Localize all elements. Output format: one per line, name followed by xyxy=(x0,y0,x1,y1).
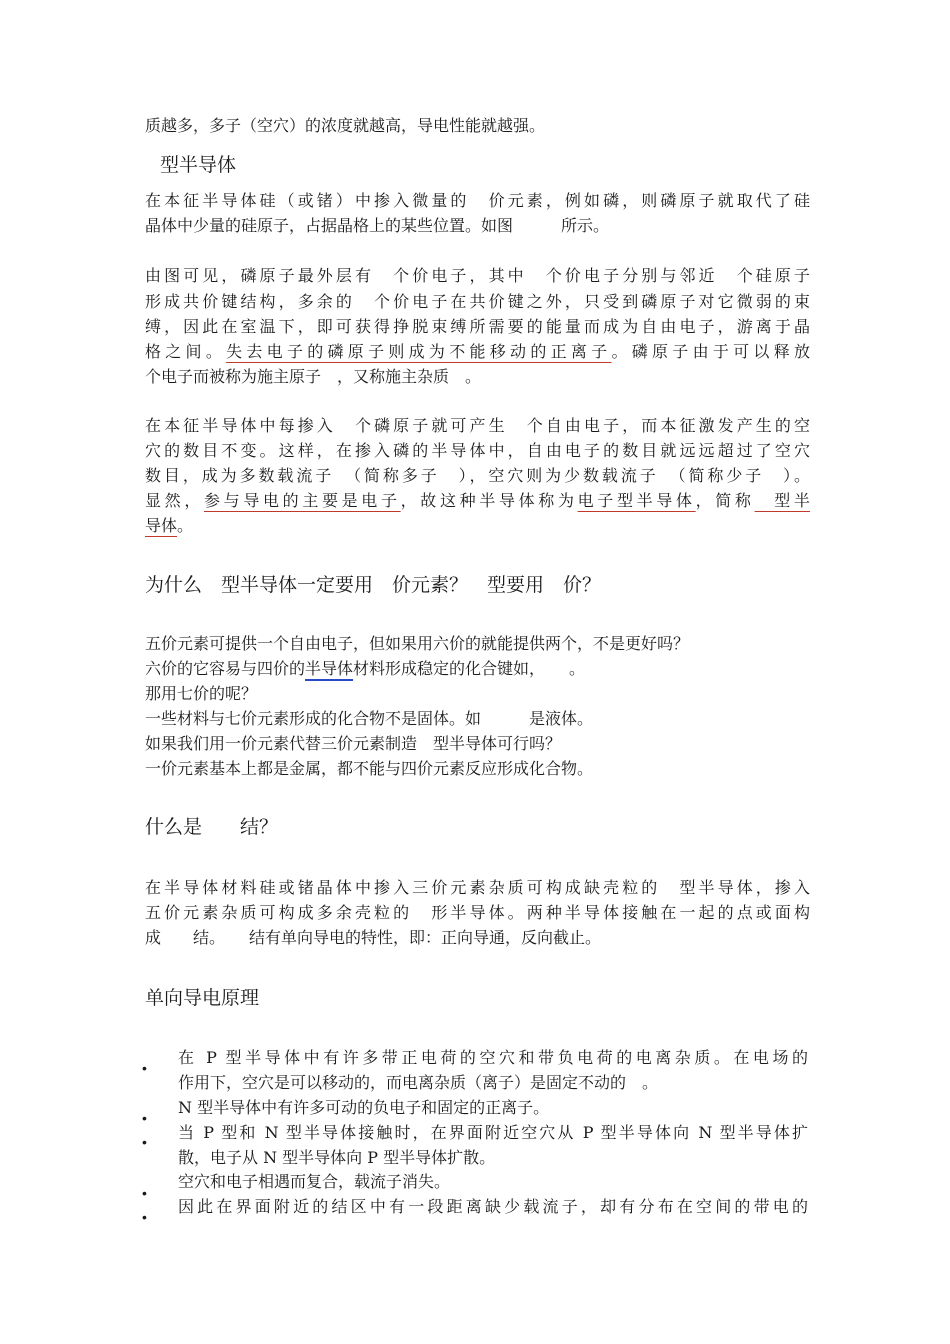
bullet-line: N 型半导体中有许多可动的负电子和固定的正离子。 xyxy=(178,1098,550,1117)
paragraph-line xyxy=(145,489,810,513)
paragraph-line: 个电子而被称为施主原子 ，又称施主杂质 。 xyxy=(145,367,482,386)
paragraph-line: 缚，因此在室温下，即可获得挣脱束缚所需要的能量而成为自由电子，游离于晶 xyxy=(145,317,810,336)
paragraph-line: 一价元素基本上都是金属，都不能与四价元素反应形成化合物。 xyxy=(145,759,594,778)
paragraph-line xyxy=(145,340,810,364)
paragraph-line: 穴的数目不变。这样，在掺入磷的半导体中，自由电子的数目就远远超过了空穴 xyxy=(145,441,810,460)
paragraph-line: 成 结。 结有单向导电的特性，即：正向导通，反向截止。 xyxy=(145,928,602,947)
paragraph-line: 那用七价的呢？ xyxy=(145,684,258,703)
paragraph-line: 一些材料与七价元素形成的化合物不是固体。如 是液体。 xyxy=(145,709,594,728)
underlined-text: 导体 xyxy=(145,516,178,535)
section-heading: 单向导电原理 xyxy=(145,987,260,1009)
paragraph-line: 在半导体材料硅或锗晶体中掺入三价元素杂质可构成缺壳粒的 型半导体，掺入 xyxy=(145,878,810,897)
bullet-line: 因此在界面附近的结区中有一段距离缺少载流子，却有分布在空间的带电的 xyxy=(178,1197,808,1216)
paragraph-line xyxy=(145,657,810,681)
underlined-text: 型半 xyxy=(754,491,810,510)
bullet-marker: • xyxy=(142,1110,147,1126)
section-heading: 为什么 型半导体一定要用 价元素？ 型要用 价？ xyxy=(145,574,602,596)
bullet-marker: • xyxy=(142,1185,147,1201)
section-heading: 型半导体 xyxy=(160,154,237,176)
underlined-text: 失去电子的磷原子则成为不能移动的正离子 xyxy=(226,342,612,361)
bullet-line: 空穴和电子相遇而复合，载流子消失。 xyxy=(178,1172,451,1191)
text-run: 材料形成稳定的化合键如， 。 xyxy=(353,659,586,678)
text-run: 。磷原子由于可以释放 xyxy=(611,342,810,361)
paragraph-line: 在本征半导体中每掺入 个磷原子就可产生 个自由电子，而本征激发产生的空 xyxy=(145,416,810,435)
bullet-marker: • xyxy=(142,1134,147,1150)
text-run: ，简称 xyxy=(695,491,755,510)
bullet-marker: • xyxy=(142,1060,147,1076)
section-heading: 什么是 结？ xyxy=(145,816,279,838)
text-run: ，故这种半导体称为 xyxy=(400,491,578,510)
hyperlink-text[interactable]: 半导体 xyxy=(305,659,354,678)
bullet-line: 在 P 型半导体中有许多带正电荷的空穴和带负电荷的电离杂质。在电场的 xyxy=(178,1048,808,1067)
bullet-line: 散，电子从 N 型半导体向 P 型半导体扩散。 xyxy=(178,1148,496,1167)
paragraph-line: 数目，成为多数载流子 （简称多子 ），空穴则为少数载流子 （简称少子 ）。 xyxy=(145,466,810,485)
text-run: 。 xyxy=(177,516,194,535)
paragraph-line: 形成共价键结构，多余的 个价电子在共价键之外，只受到磷原子对它微弱的束 xyxy=(145,292,810,311)
bullet-line: 作用下，空穴是可以移动的，而电离杂质（离子）是固定不动的 。 xyxy=(178,1073,659,1092)
paragraph-line: 在本征半导体硅（或锗）中掺入微量的 价元素，例如磷，则磷原子就取代了硅 xyxy=(145,191,810,210)
paragraph-line: 五价元素杂质可构成多余壳粒的 形半导体。两种半导体接触在一起的点或面构 xyxy=(145,903,810,922)
paragraph-line: 如果我们用一价元素代替三价元素制造 型半导体可行吗？ xyxy=(145,734,562,753)
bullet-marker: • xyxy=(142,1209,147,1225)
paragraph-line: 晶体中少量的硅原子，占据晶格上的某些位置。如图 所示。 xyxy=(145,216,610,235)
underlined-text: 电子型半导体 xyxy=(577,491,696,510)
text-run: 六价的它容易与四价的 xyxy=(145,659,306,678)
underlined-text: 参与导电的主要是电子 xyxy=(204,491,401,510)
bullet-line: 当 P 型和 N 型半导体接触时，在界面附近空穴从 P 型半导体向 N 型半导体扩 xyxy=(178,1123,808,1142)
text-run: 格之间。 xyxy=(145,342,227,361)
paragraph-line: 五价元素可提供一个自由电子，但如果用六价的就能提供两个，不是更好吗？ xyxy=(145,634,690,653)
paragraph-line xyxy=(145,514,810,538)
paragraph-line: 由图可见，磷原子最外层有 个价电子，其中 个价电子分别与邻近 个硅原子 xyxy=(145,266,810,285)
paragraph-line: 质越多，多子（空穴）的浓度就越高，导电性能就越强。 xyxy=(145,116,546,135)
text-run: 显然， xyxy=(145,491,204,510)
